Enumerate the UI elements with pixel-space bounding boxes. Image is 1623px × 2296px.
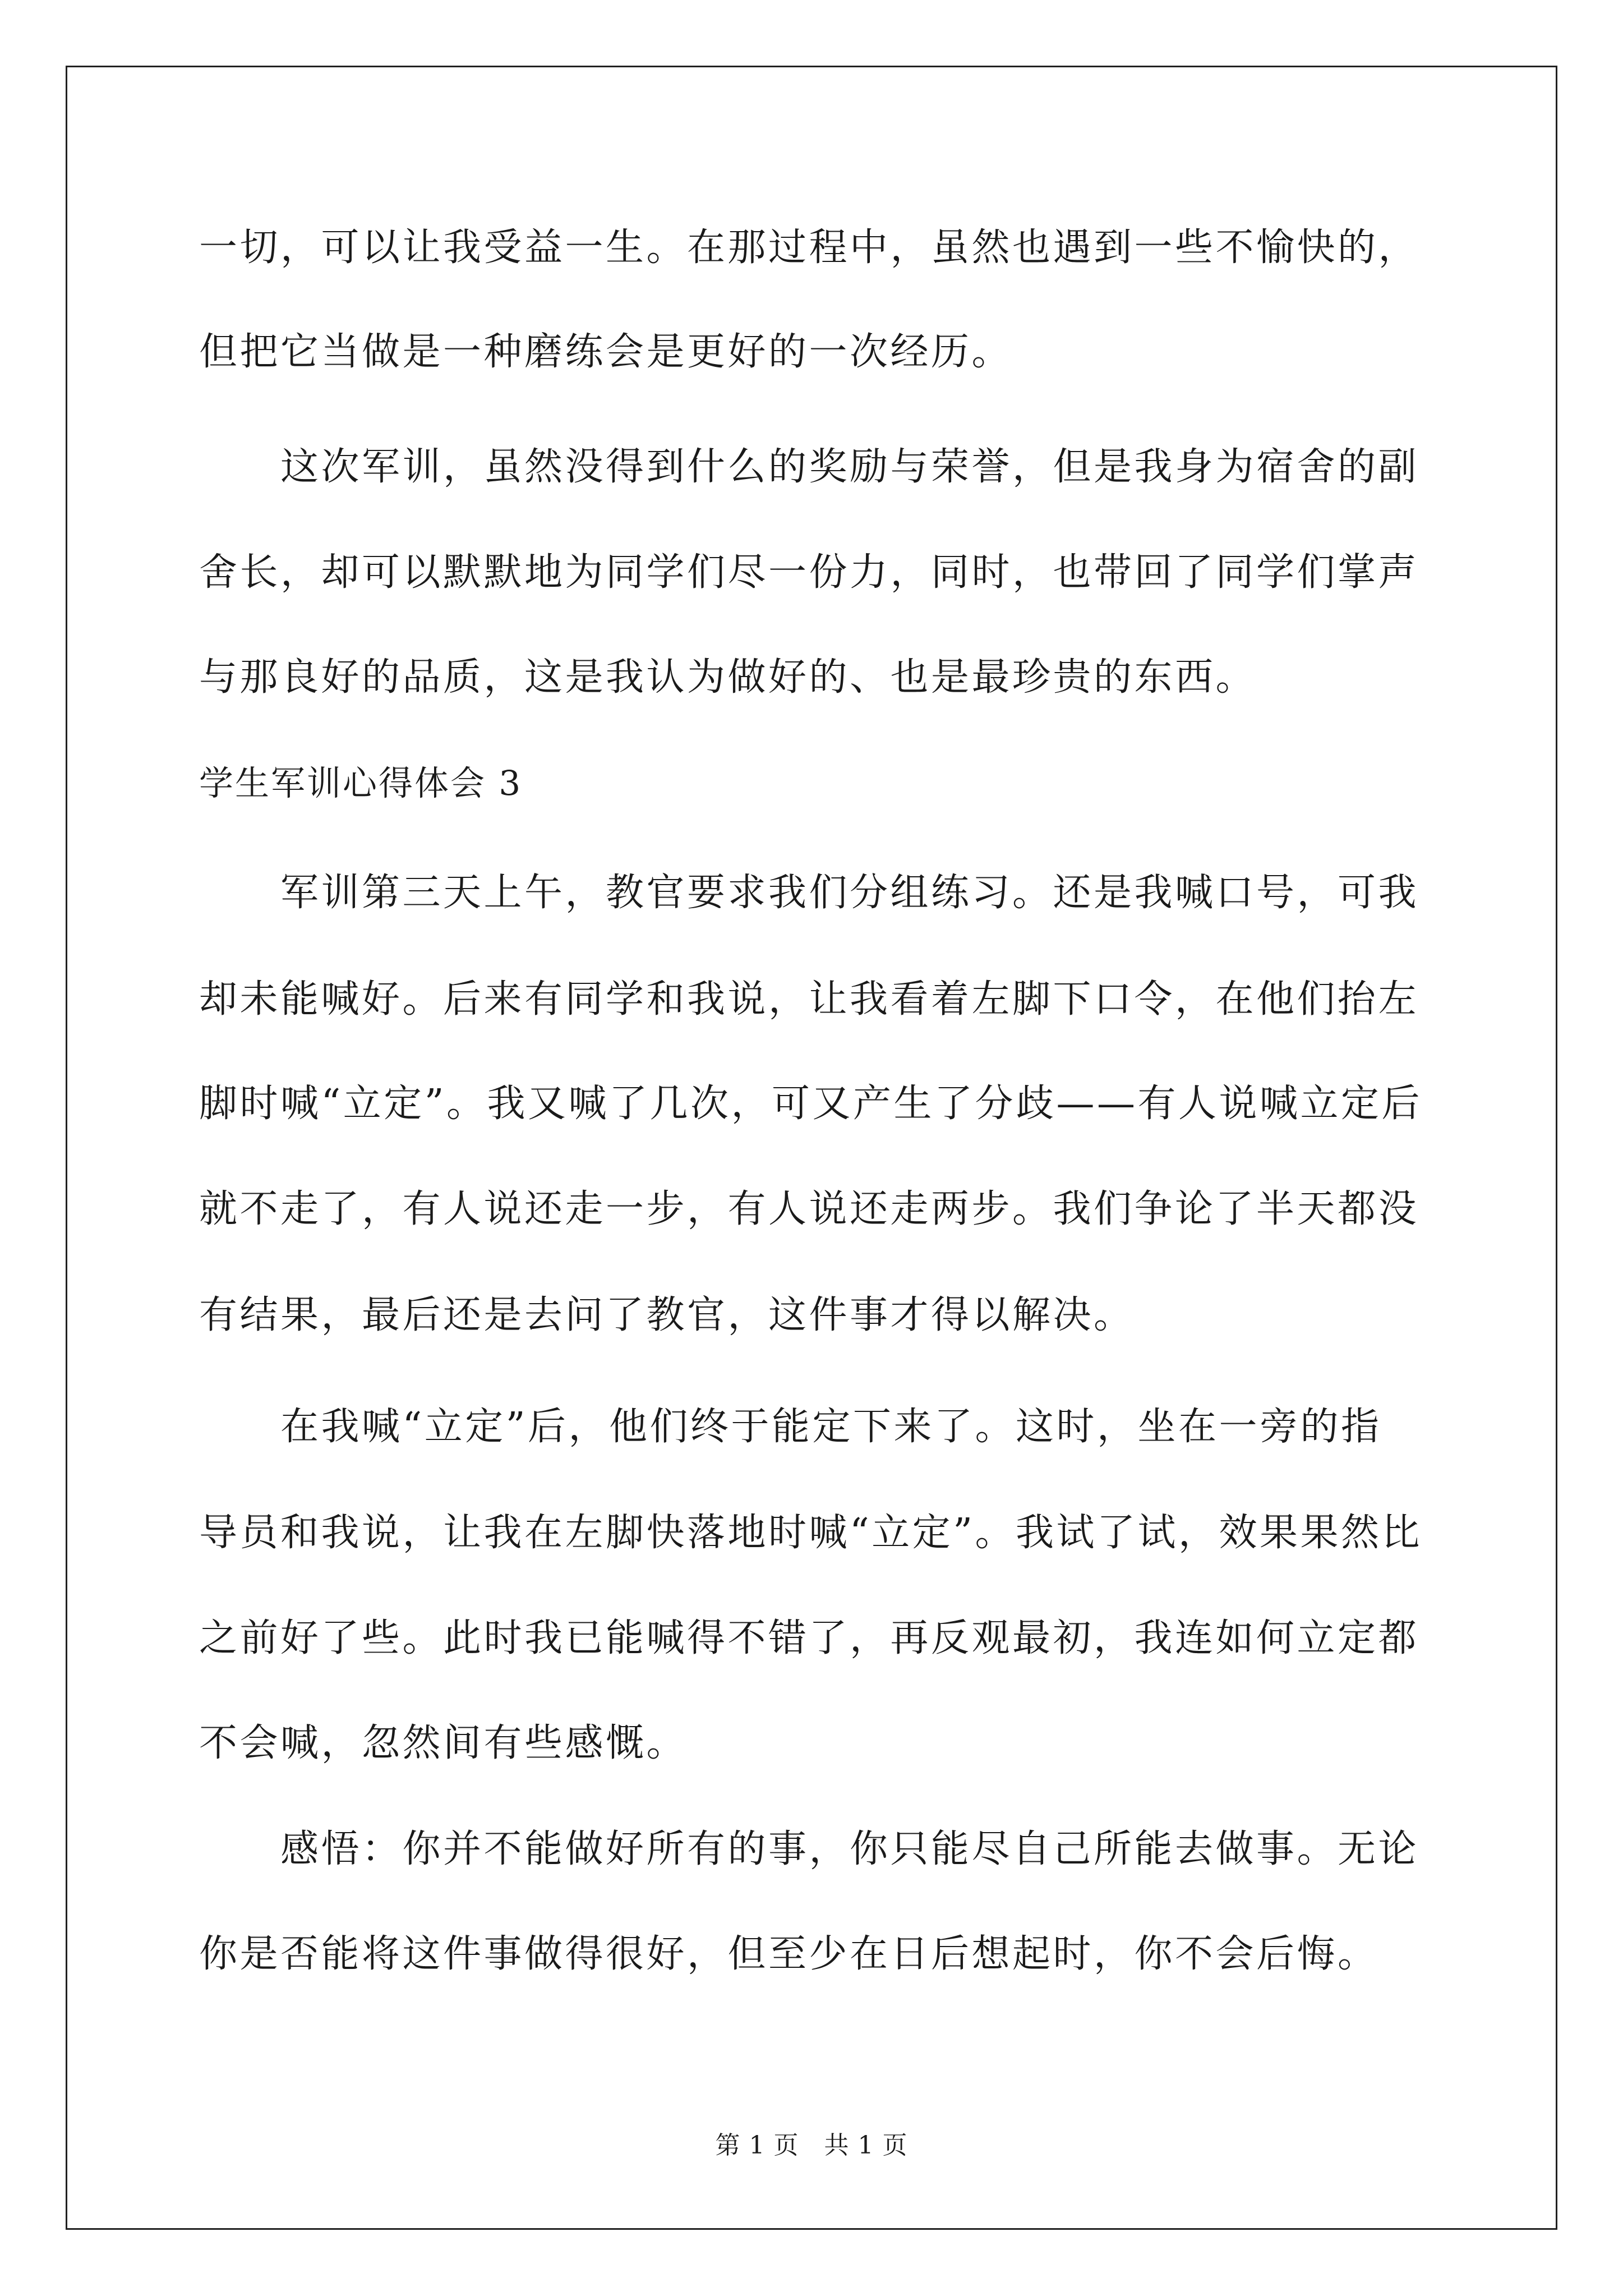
- body-line: 有结果，最后还是去问了教官，这件事才得以解决。: [199, 1293, 1135, 1337]
- body-line: 就不走了，有人说还走一步，有人说还走两步。我们争论了半天都没: [199, 1187, 1419, 1231]
- body-line: 导员和我说，让我在左脚快落地时喊“立定”。我试了试，效果果然比: [199, 1511, 1423, 1555]
- page-footer: 第 1 页 共 1 页: [715, 2131, 908, 2160]
- body-line: 之前好了些。此时我已能喊得不错了，再反观最初，我连如何立定都: [199, 1616, 1419, 1660]
- body-line: 军训第三天上午，教官要求我们分组练习。还是我喊口号，可我: [199, 871, 1419, 915]
- body-line: 但把它当做是一种磨练会是更好的一次经历。: [199, 330, 1013, 374]
- body-line: 感悟：你并不能做好所有的事，你只能尽自己所能去做事。无论: [199, 1827, 1419, 1871]
- body-line: 在我喊“立定”后，他们终于能定下来了。这时，坐在一旁的指: [199, 1405, 1382, 1449]
- body-line: 脚时喊“立定”。我又喊了几次，可又产生了分歧——有人说喊立定后: [199, 1082, 1423, 1126]
- section-heading: 学生军训心得体会 3: [199, 763, 523, 803]
- body-line: 这次军训，虽然没得到什么的奖励与荣誉，但是我身为宿舍的副: [199, 445, 1419, 489]
- body-line: 你是否能将这件事做得很好，但至少在日后想起时，你不会后悔。: [199, 1932, 1378, 1976]
- page-border: [66, 66, 1557, 2230]
- body-line: 舍长，却可以默默地为同学们尽一份力，同时，也带回了同学们掌声: [199, 550, 1419, 595]
- body-line: 不会喊，忽然间有些感慨。: [199, 1721, 688, 1765]
- body-line: 却未能喊好。后来有同学和我说，让我看着左脚下口令，在他们抬左: [199, 977, 1419, 1022]
- body-line: 一切，可以让我受益一生。在那过程中，虽然也遇到一些不愉快的，: [199, 226, 1419, 270]
- body-line: 与那良好的品质，这是我认为做好的、也是最珍贵的东西。: [199, 655, 1257, 700]
